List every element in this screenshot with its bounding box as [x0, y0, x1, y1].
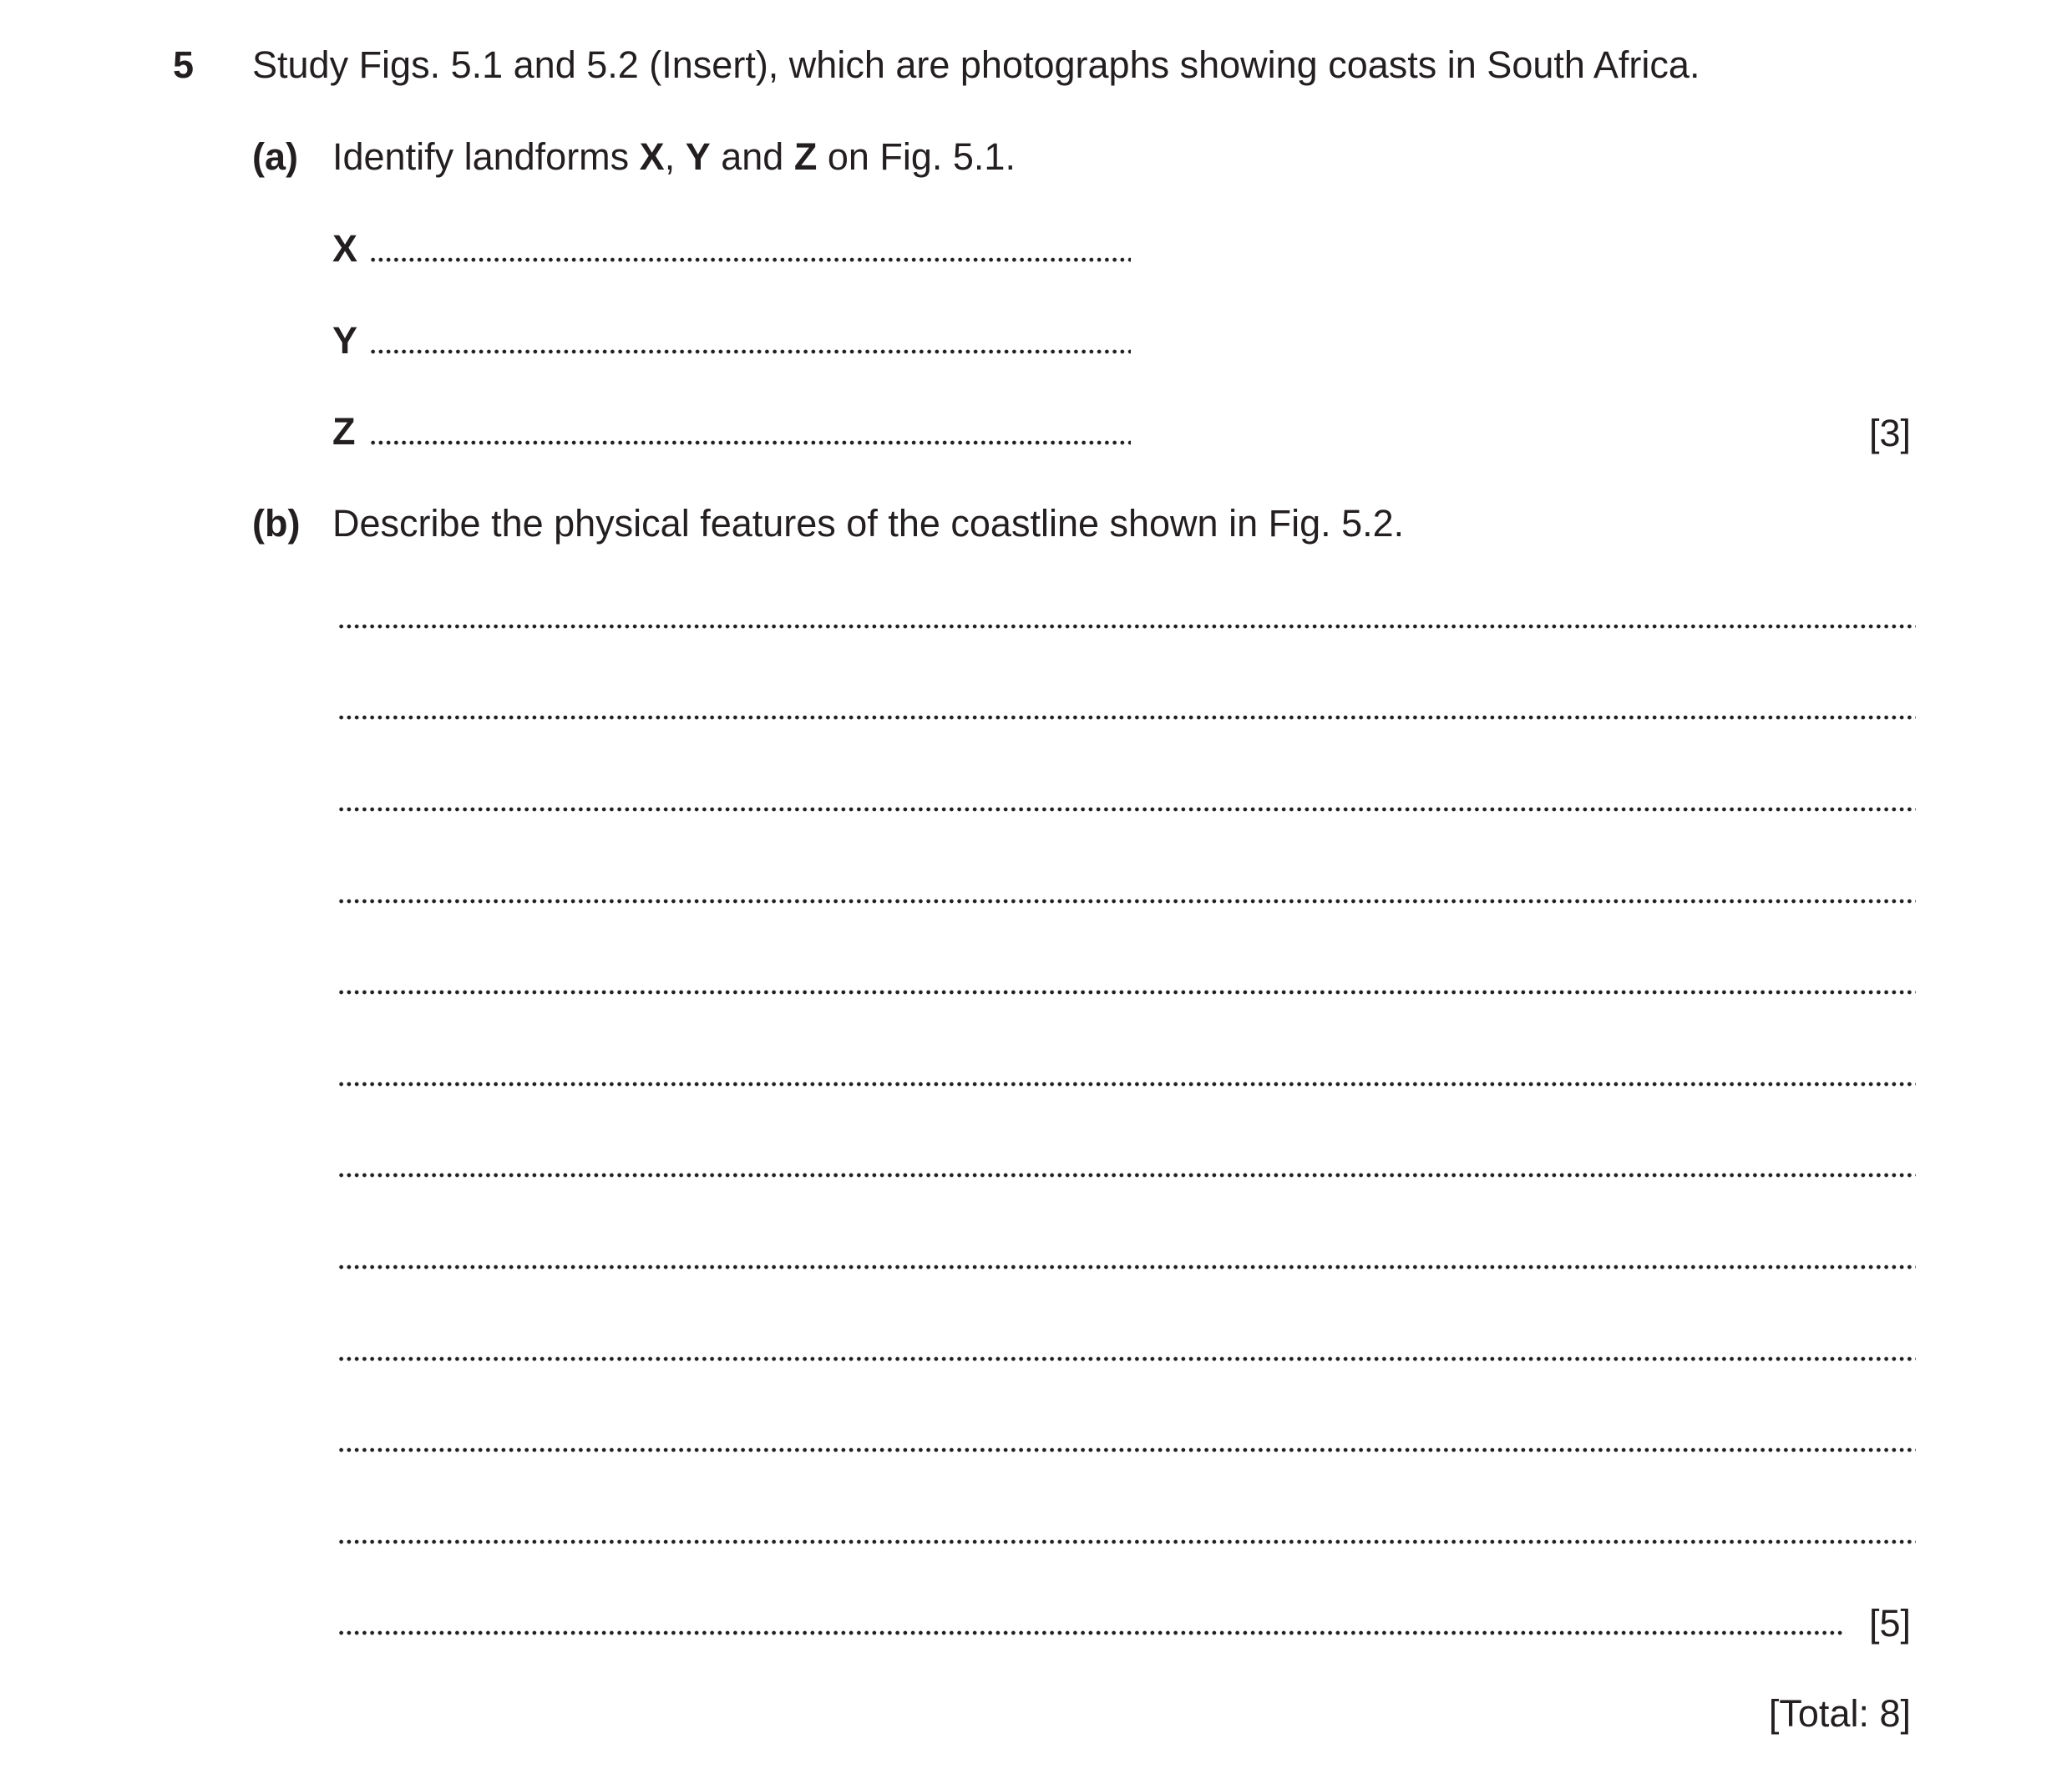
total-marks: [Total: 8] [1768, 1692, 1911, 1735]
landform-z-ref: Z [793, 135, 818, 178]
answer-b-line[interactable] [337, 1539, 1916, 1544]
part-a-marks: [3] [1868, 412, 1911, 454]
answer-b-line[interactable] [337, 1082, 1916, 1087]
part-b-question: Describe the physical features of the coastline shown in Fig. 5.2. [332, 502, 1405, 545]
answer-b-line[interactable] [337, 715, 1916, 720]
answer-b-line[interactable] [337, 899, 1916, 904]
part-a-question [332, 135, 1016, 179]
landform-x-ref: X [639, 135, 665, 178]
part-a-label: (a) [252, 135, 298, 178]
question-number: 5 [173, 43, 195, 86]
answer-y-line[interactable] [369, 349, 1131, 354]
answer-b-line[interactable] [337, 1173, 1916, 1178]
answer-b-line[interactable] [337, 990, 1916, 995]
answer-b-line[interactable] [337, 1447, 1916, 1452]
part-a-sep2: and [710, 135, 794, 178]
part-b-marks: [5] [1868, 1602, 1911, 1645]
part-a-sep1: , [664, 135, 686, 178]
answer-b-line[interactable] [337, 1630, 1846, 1635]
question-intro: Study Figs. 5.1 and 5.2 (Insert), which are photographs showing coasts in South Africa. [252, 43, 1700, 86]
landform-y-ref: Y [685, 135, 711, 178]
answer-b-line[interactable] [337, 1356, 1916, 1361]
answer-x-label: X [332, 227, 358, 270]
answer-z-line[interactable] [369, 440, 1131, 445]
answer-b-line[interactable] [337, 624, 1916, 629]
answer-b-line[interactable] [337, 807, 1916, 812]
part-a-text-before: Identify landforms [332, 135, 640, 178]
answer-b-line[interactable] [337, 1265, 1916, 1270]
answer-y-label: Y [332, 319, 358, 362]
answer-x-line[interactable] [369, 257, 1131, 262]
answer-z-label: Z [332, 410, 356, 453]
part-a-text-after: on Fig. 5.1. [817, 135, 1016, 178]
part-b-label: (b) [252, 502, 301, 545]
